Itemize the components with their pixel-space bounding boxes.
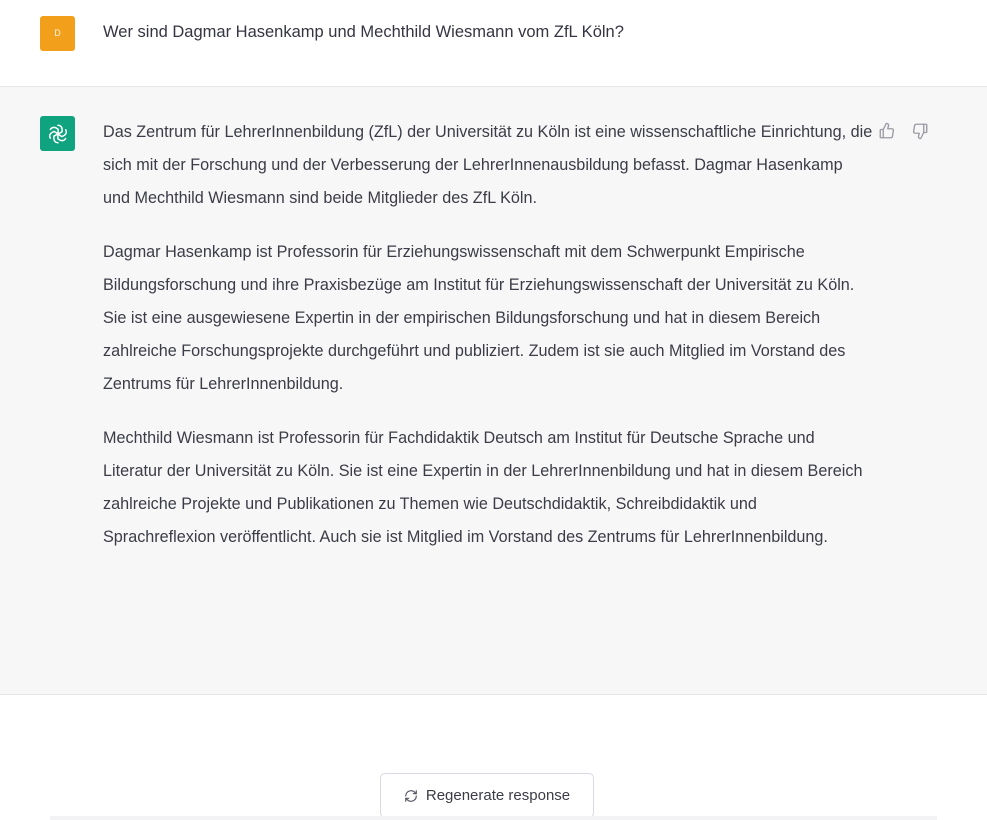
assistant-message: [0, 87, 987, 695]
openai-logo-icon: [46, 122, 70, 146]
feedback-controls: [876, 120, 930, 141]
answer-paragraph-2: Dagmar Hasenkamp ist Professorin für Erziehungswissenschaft mit dem Schwerpunkt Empirische Bildungsforschung und ihre Praxisbezüge am Institut für Erziehungswissenschaft der Universität zu Köln. Sie ist eine ausgewiesene Expertin in der empirischen Bildungsforschung und hat in diesem Bereich zahlreiche Forschungsprojekte durchgeführt und publiziert. Zudem ist sie auch Mitglied im Vorstand des Zentrums für LehrerInnenbildung.: [103, 243, 855, 393]
answer-paragraph-3: Mechthild Wiesmann ist Professorin für Fachdidaktik Deutsch am Institut für Deutsche Sprache und Literatur der Universität zu Köln. Sie ist eine Expertin in der LehrerInnenbildung und hat in diesem Bereich zahlreiche Projekte und Publikationen zu Themen wie Deutschdidaktik, Schreibdidaktik und Sprachreflexion veröffentlicht. Auch sie ist Mitglied im Vorstand des Zentrums für LehrerInnenbildung.: [103, 429, 863, 546]
input-area-top-edge: [50, 816, 937, 820]
regenerate-response-button[interactable]: [380, 773, 594, 818]
refresh-icon: [404, 789, 418, 803]
assistant-avatar: [40, 116, 75, 151]
user-avatar: D: [40, 16, 75, 51]
thumbs-down-button[interactable]: [909, 120, 930, 141]
thumbs-down-icon: [911, 122, 929, 140]
thumbs-up-icon: [878, 122, 896, 140]
answer-paragraph-1: Das Zentrum für LehrerInnenbildung (ZfL) der Universität zu Köln ist eine wissenschaftliche Einrichtung, die sich mit der Forschung und der Verbesserung der LehrerInnenausbildung befasst. Dagmar Hasenkamp und Mechthild Wiesmann sind beide Mitglieder des ZfL Köln.: [103, 123, 873, 207]
thumbs-up-button[interactable]: [876, 120, 897, 141]
assistant-answer: [103, 116, 873, 576]
user-message: [0, 0, 987, 87]
user-message-text: Wer sind Dagmar Hasenkamp und Mechthild Wiesmann vom ZfL Köln?: [103, 23, 624, 41]
regenerate-response-label: Regenerate response: [425, 787, 571, 804]
